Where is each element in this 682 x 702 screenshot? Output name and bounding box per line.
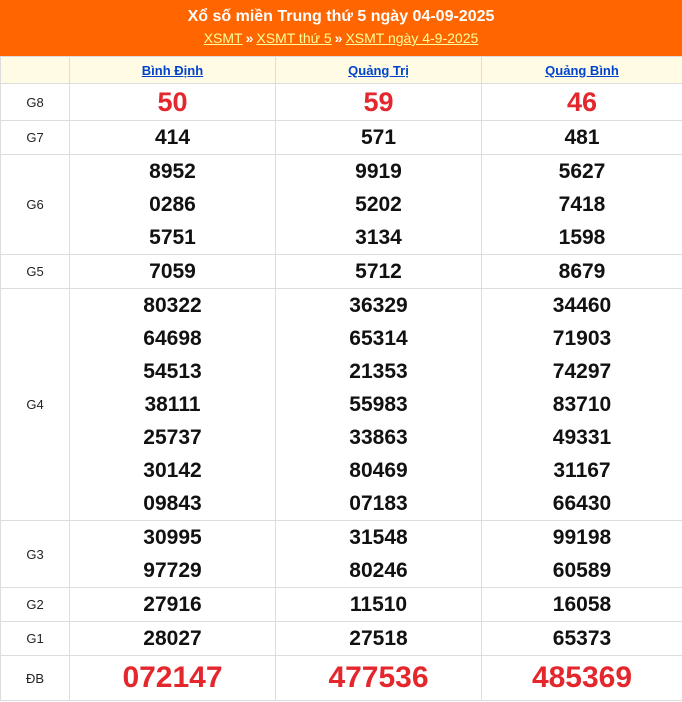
prize-number: 072147 xyxy=(122,661,223,694)
prize-cell xyxy=(482,622,682,656)
prize-number: 477536 xyxy=(328,661,429,694)
prize-number: 485369 xyxy=(531,661,633,694)
prize-number: 27916 xyxy=(143,593,202,616)
prize-number: 28027 xyxy=(143,627,202,650)
prize-number: 09843 xyxy=(143,492,202,515)
prize-cell xyxy=(276,255,482,289)
province-link-binh-dinh[interactable]: Bình Định xyxy=(141,62,204,78)
prize-number: 80322 xyxy=(143,294,202,317)
prize-label: ĐB xyxy=(1,656,70,701)
prize-cell xyxy=(276,155,482,255)
prize-cell xyxy=(70,84,276,121)
prize-number: 27518 xyxy=(349,627,408,650)
prize-row xyxy=(1,622,682,656)
prize-cell xyxy=(482,289,682,521)
prize-number: 8952 xyxy=(149,160,196,183)
prize-number: 30995 xyxy=(143,526,202,549)
prize-number: 99198 xyxy=(552,526,612,549)
prize-table-body xyxy=(1,84,682,701)
prize-number: 25737 xyxy=(143,426,202,449)
prize-number: 60589 xyxy=(552,559,612,582)
prize-row xyxy=(1,656,682,701)
prize-number: 481 xyxy=(564,126,600,149)
prize-cell xyxy=(482,255,682,289)
prize-row xyxy=(1,155,682,255)
prize-number: 59 xyxy=(363,87,394,117)
prize-cell xyxy=(276,656,482,701)
prize-number: 21353 xyxy=(349,360,408,383)
breadcrumb-separator: » xyxy=(334,30,343,46)
prize-number: 3134 xyxy=(355,226,402,249)
prize-number: 80246 xyxy=(349,559,408,582)
province-link-quang-tri[interactable]: Quảng Trị xyxy=(348,62,409,78)
prize-number: 64698 xyxy=(143,327,202,350)
prize-number: 5712 xyxy=(355,260,402,283)
prize-row xyxy=(1,289,682,521)
prize-cell xyxy=(70,656,276,701)
prize-number: 34460 xyxy=(552,294,612,317)
province-header xyxy=(482,57,682,84)
prize-number: 5627 xyxy=(558,160,606,183)
prize-number: 0286 xyxy=(149,193,196,216)
prize-number: 9919 xyxy=(355,160,402,183)
province-link-quang-binh[interactable]: Quảng Bình xyxy=(545,62,619,78)
prize-cell xyxy=(276,588,482,622)
prize-number: 46 xyxy=(566,87,598,117)
prize-number: 49331 xyxy=(552,426,612,449)
prize-number: 55983 xyxy=(349,393,408,416)
breadcrumb-link-xsmt[interactable]: XSMT xyxy=(203,30,243,46)
prize-cell xyxy=(70,622,276,656)
prize-number: 414 xyxy=(154,126,191,149)
prize-column-header xyxy=(1,57,70,84)
prize-cell xyxy=(70,255,276,289)
page-title: Xổ số miền Trung thứ 5 ngày 04-09-2025 xyxy=(187,8,495,25)
prize-cell xyxy=(482,121,682,155)
prize-row xyxy=(1,121,682,155)
breadcrumb-link-xsmt-ngay[interactable]: XSMT ngày 4-9-2025 xyxy=(345,30,479,46)
prize-cell xyxy=(276,84,482,121)
prize-number: 71903 xyxy=(552,327,612,350)
prize-cell xyxy=(482,155,682,255)
prize-number: 30142 xyxy=(143,459,202,482)
prize-number: 65373 xyxy=(552,627,612,650)
breadcrumb-separator: » xyxy=(245,30,254,46)
prize-cell xyxy=(276,622,482,656)
prize-number: 97729 xyxy=(143,559,202,582)
prize-number: 11510 xyxy=(349,593,408,616)
prize-label: G8 xyxy=(1,84,70,121)
prize-number: 1598 xyxy=(558,226,606,249)
prize-number: 33863 xyxy=(349,426,408,449)
prize-number: 16058 xyxy=(552,593,612,616)
prize-number: 31548 xyxy=(349,526,408,549)
prize-cell xyxy=(276,521,482,588)
prize-number: 5202 xyxy=(355,193,402,216)
prize-label: G5 xyxy=(1,255,70,289)
prize-label: G3 xyxy=(1,521,70,588)
prize-cell xyxy=(482,521,682,588)
prize-number: 5751 xyxy=(149,226,196,249)
results-table xyxy=(0,56,682,701)
prize-cell xyxy=(276,121,482,155)
breadcrumb-link-xsmt-thu-5[interactable]: XSMT thứ 5 xyxy=(256,30,332,46)
prize-number: 31167 xyxy=(553,459,611,482)
prize-cell xyxy=(482,588,682,622)
prize-number: 36329 xyxy=(349,294,408,317)
prize-cell xyxy=(70,121,276,155)
breadcrumb xyxy=(0,28,682,48)
page-header xyxy=(0,0,682,56)
prize-label: G7 xyxy=(1,121,70,155)
prize-number: 66430 xyxy=(552,492,612,515)
prize-number: 7418 xyxy=(558,193,606,216)
prize-number: 83710 xyxy=(552,393,612,416)
prize-label: G6 xyxy=(1,155,70,255)
prize-number: 74297 xyxy=(552,360,612,383)
prize-cell xyxy=(482,84,682,121)
prize-number: 80469 xyxy=(349,459,408,482)
prize-number: 38111 xyxy=(144,393,201,416)
prize-number: 571 xyxy=(360,126,397,149)
prize-cell xyxy=(276,289,482,521)
province-header-row xyxy=(1,57,682,84)
prize-number: 7059 xyxy=(149,260,196,283)
prize-cell xyxy=(70,521,276,588)
prize-number: 8679 xyxy=(558,260,606,283)
prize-cell xyxy=(70,289,276,521)
prize-number: 54513 xyxy=(143,360,202,383)
prize-cell xyxy=(70,588,276,622)
prize-cell xyxy=(70,155,276,255)
prize-row xyxy=(1,255,682,289)
province-header xyxy=(276,57,482,84)
prize-number: 07183 xyxy=(349,492,408,515)
prize-label: G2 xyxy=(1,588,70,622)
prize-label: G4 xyxy=(1,289,70,521)
prize-row xyxy=(1,588,682,622)
prize-number: 50 xyxy=(157,87,188,117)
prize-number: 65314 xyxy=(349,327,408,350)
prize-cell xyxy=(482,656,682,701)
prize-label: G1 xyxy=(1,622,70,656)
prize-row xyxy=(1,521,682,588)
prize-row xyxy=(1,84,682,121)
province-header xyxy=(70,57,276,84)
